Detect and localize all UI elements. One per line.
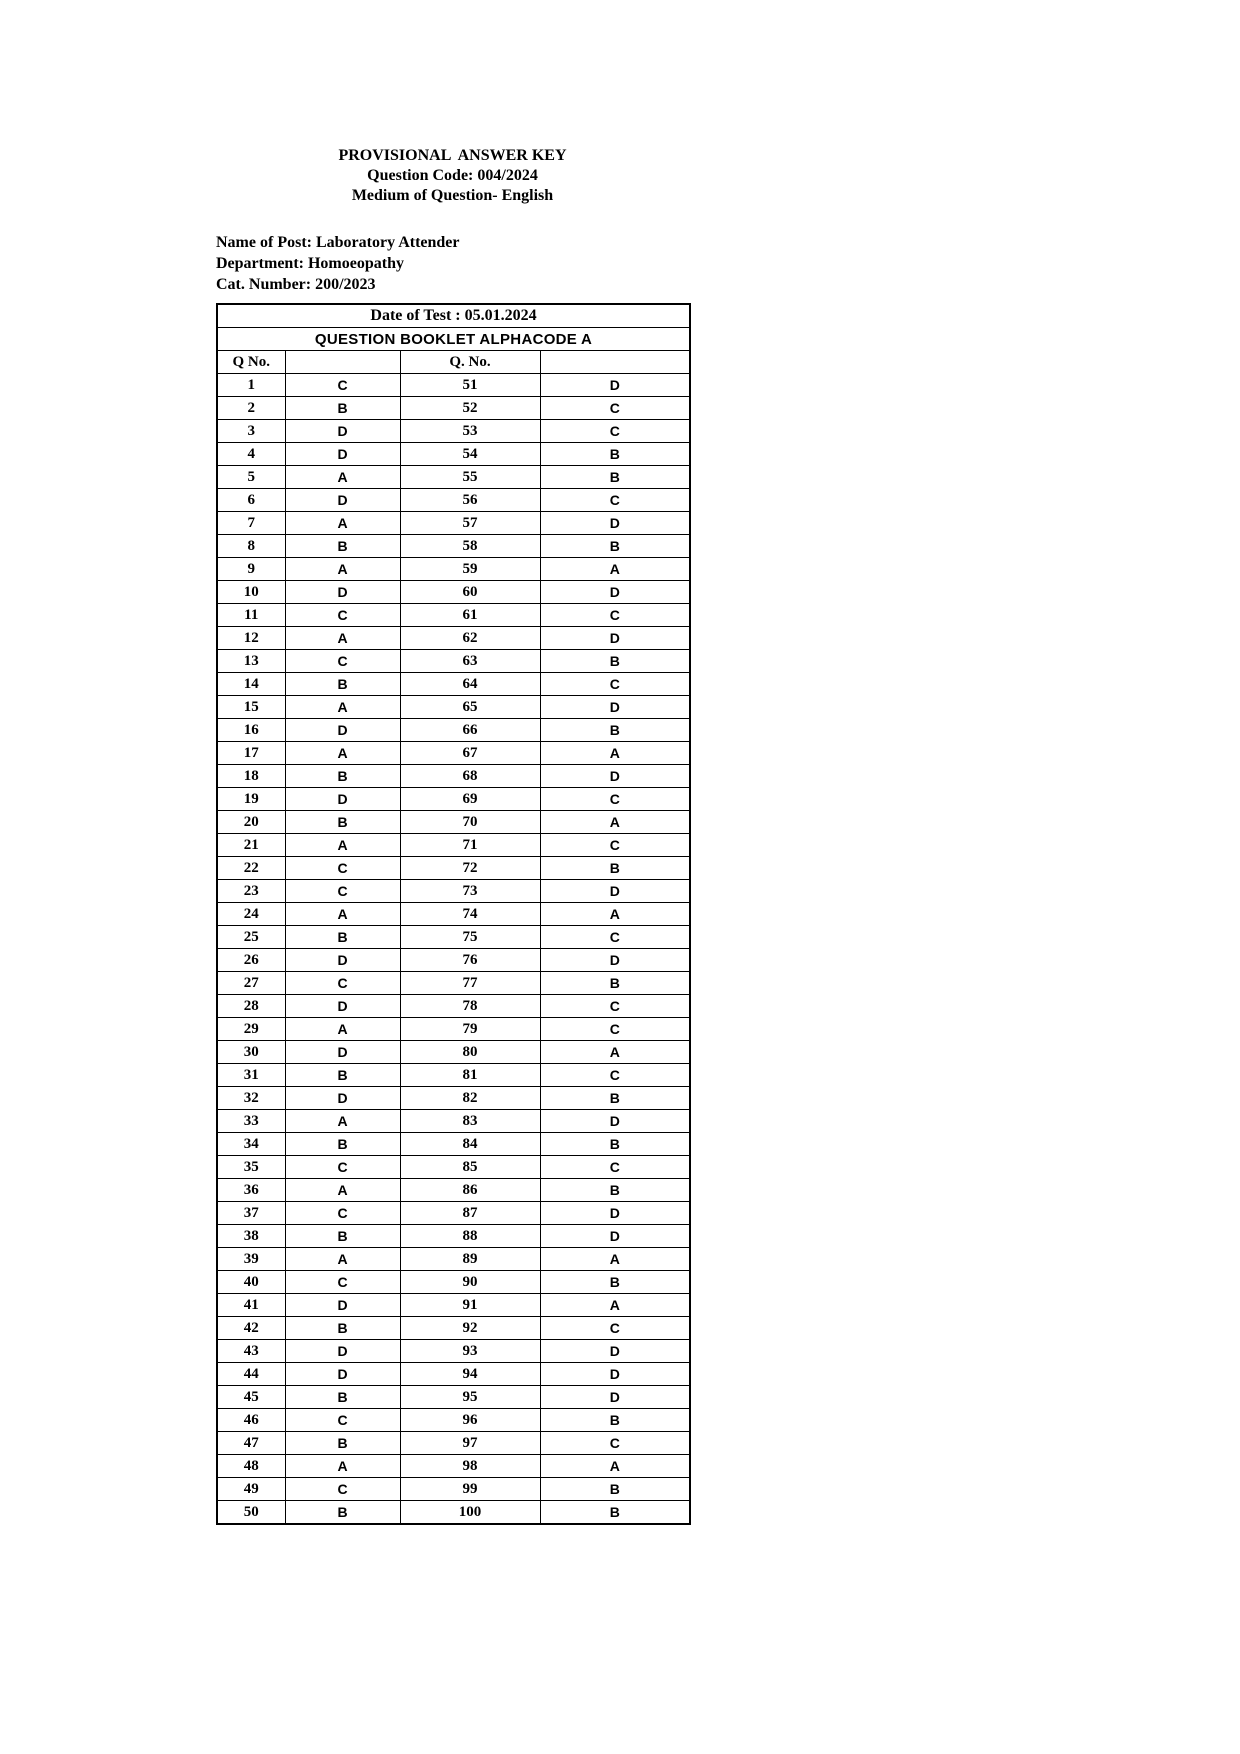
answer-left: D xyxy=(285,788,400,811)
q-no-left: 11 xyxy=(217,604,285,627)
answer-right: B xyxy=(540,466,690,489)
q-no-right: 64 xyxy=(400,673,540,696)
q-no-right: 77 xyxy=(400,972,540,995)
q-no-left: 40 xyxy=(217,1271,285,1294)
q-no-right: 88 xyxy=(400,1225,540,1248)
q-no-left: 15 xyxy=(217,696,285,719)
answer-right: B xyxy=(540,1501,690,1525)
answer-row xyxy=(217,949,690,972)
answer-row xyxy=(217,696,690,719)
answer-right: D xyxy=(540,880,690,903)
q-no-right: 63 xyxy=(400,650,540,673)
q-no-left: 33 xyxy=(217,1110,285,1133)
department: Department: Homoeopathy xyxy=(216,255,404,272)
q-no-right: 97 xyxy=(400,1432,540,1455)
q-no-right: 51 xyxy=(400,374,540,397)
answer-right: D xyxy=(540,1340,690,1363)
answer-row xyxy=(217,1018,690,1041)
q-no-right: 76 xyxy=(400,949,540,972)
answer-right: C xyxy=(540,1317,690,1340)
answer-row xyxy=(217,1225,690,1248)
answer-row xyxy=(217,995,690,1018)
q-no-right: 56 xyxy=(400,489,540,512)
q-no-right: 61 xyxy=(400,604,540,627)
answer-row xyxy=(217,1202,690,1225)
q-no-left: 17 xyxy=(217,742,285,765)
q-no-left: 46 xyxy=(217,1409,285,1432)
answer-right: A xyxy=(540,811,690,834)
answer-row xyxy=(217,1432,690,1455)
answer-row xyxy=(217,1340,690,1363)
answer-row xyxy=(217,972,690,995)
answer-right: A xyxy=(540,1294,690,1317)
answer-right: C xyxy=(540,397,690,420)
answer-left: A xyxy=(285,834,400,857)
answer-left: D xyxy=(285,581,400,604)
answer-row xyxy=(217,788,690,811)
answer-right: C xyxy=(540,420,690,443)
q-no-right: 100 xyxy=(400,1501,540,1525)
answer-row xyxy=(217,535,690,558)
question-code: Question Code: 004/2024 xyxy=(367,167,538,184)
name-of-post: Name of Post: Laboratory Attender xyxy=(216,234,460,251)
q-no-right: 66 xyxy=(400,719,540,742)
answer-right: D xyxy=(540,627,690,650)
q-no-right: 71 xyxy=(400,834,540,857)
q-no-left: 32 xyxy=(217,1087,285,1110)
q-no-right: 93 xyxy=(400,1340,540,1363)
answer-row xyxy=(217,1179,690,1202)
q-no-left: 44 xyxy=(217,1363,285,1386)
answer-row xyxy=(217,512,690,535)
answer-right: D xyxy=(540,949,690,972)
answer-left: B xyxy=(285,1064,400,1087)
answer-left: B xyxy=(285,926,400,949)
answer-right: B xyxy=(540,972,690,995)
answer-right: A xyxy=(540,742,690,765)
answer-left: B xyxy=(285,673,400,696)
q-no-right: 81 xyxy=(400,1064,540,1087)
q-no-left: 13 xyxy=(217,650,285,673)
q-no-right: 52 xyxy=(400,397,540,420)
answer-row xyxy=(217,604,690,627)
answer-right: D xyxy=(540,1363,690,1386)
q-no-left: 26 xyxy=(217,949,285,972)
answer-right: C xyxy=(540,834,690,857)
answer-right: A xyxy=(540,1248,690,1271)
booklet-alphacode: QUESTION BOOKLET ALPHACODE A xyxy=(217,328,690,351)
q-no-left: 19 xyxy=(217,788,285,811)
answer-row xyxy=(217,1156,690,1179)
answer-row xyxy=(217,443,690,466)
answer-left: B xyxy=(285,811,400,834)
answer-row xyxy=(217,397,690,420)
answer-row xyxy=(217,857,690,880)
answer-row xyxy=(217,1064,690,1087)
q-no-left: 41 xyxy=(217,1294,285,1317)
q-no-left: 25 xyxy=(217,926,285,949)
answer-right: D xyxy=(540,765,690,788)
answer-right: B xyxy=(540,1087,690,1110)
q-no-left: 20 xyxy=(217,811,285,834)
q-no-left: 12 xyxy=(217,627,285,650)
answer-left: C xyxy=(285,1409,400,1432)
q-no-right: 98 xyxy=(400,1455,540,1478)
answer-right: D xyxy=(540,374,690,397)
q-no-right: 91 xyxy=(400,1294,540,1317)
answer-row xyxy=(217,581,690,604)
answer-left: B xyxy=(285,1225,400,1248)
answer-left: B xyxy=(285,1386,400,1409)
col-header-qno-right: Q. No. xyxy=(400,351,540,374)
q-no-right: 96 xyxy=(400,1409,540,1432)
q-no-left: 36 xyxy=(217,1179,285,1202)
col-header-qno-left: Q No. xyxy=(217,351,285,374)
q-no-left: 16 xyxy=(217,719,285,742)
q-no-left: 5 xyxy=(217,466,285,489)
q-no-left: 6 xyxy=(217,489,285,512)
answer-left: A xyxy=(285,903,400,926)
q-no-right: 65 xyxy=(400,696,540,719)
answer-row xyxy=(217,1110,690,1133)
q-no-left: 18 xyxy=(217,765,285,788)
q-no-left: 3 xyxy=(217,420,285,443)
answer-row xyxy=(217,1409,690,1432)
answer-left: C xyxy=(285,1271,400,1294)
q-no-left: 24 xyxy=(217,903,285,926)
answer-right: C xyxy=(540,1064,690,1087)
q-no-left: 45 xyxy=(217,1386,285,1409)
answer-left: D xyxy=(285,1294,400,1317)
q-no-right: 90 xyxy=(400,1271,540,1294)
answer-left: A xyxy=(285,696,400,719)
answer-left: A xyxy=(285,1455,400,1478)
answer-row xyxy=(217,489,690,512)
answer-right: B xyxy=(540,535,690,558)
q-no-left: 31 xyxy=(217,1064,285,1087)
answer-right: B xyxy=(540,719,690,742)
q-no-left: 10 xyxy=(217,581,285,604)
q-no-right: 67 xyxy=(400,742,540,765)
answer-left: B xyxy=(285,535,400,558)
q-no-left: 14 xyxy=(217,673,285,696)
q-no-left: 49 xyxy=(217,1478,285,1501)
answer-row xyxy=(217,374,690,397)
q-no-left: 34 xyxy=(217,1133,285,1156)
answer-right: C xyxy=(540,673,690,696)
answer-left: B xyxy=(285,1501,400,1525)
answer-row xyxy=(217,1317,690,1340)
answer-left: D xyxy=(285,443,400,466)
q-no-left: 35 xyxy=(217,1156,285,1179)
date-of-test-row xyxy=(217,304,690,328)
answer-right: B xyxy=(540,1133,690,1156)
col-header-answer-left xyxy=(285,351,400,374)
answer-row xyxy=(217,903,690,926)
answer-left: D xyxy=(285,995,400,1018)
answer-row xyxy=(217,834,690,857)
q-no-left: 4 xyxy=(217,443,285,466)
answer-left: D xyxy=(285,489,400,512)
answer-left: A xyxy=(285,1179,400,1202)
q-no-left: 1 xyxy=(217,374,285,397)
q-no-left: 29 xyxy=(217,1018,285,1041)
q-no-right: 58 xyxy=(400,535,540,558)
answer-right: D xyxy=(540,1110,690,1133)
answer-row xyxy=(217,880,690,903)
answer-right: B xyxy=(540,1271,690,1294)
answer-right: B xyxy=(540,650,690,673)
answer-right: D xyxy=(540,1225,690,1248)
q-no-left: 21 xyxy=(217,834,285,857)
q-no-right: 99 xyxy=(400,1478,540,1501)
q-no-left: 22 xyxy=(217,857,285,880)
q-no-right: 89 xyxy=(400,1248,540,1271)
q-no-right: 74 xyxy=(400,903,540,926)
q-no-left: 27 xyxy=(217,972,285,995)
answer-left: A xyxy=(285,742,400,765)
q-no-right: 78 xyxy=(400,995,540,1018)
q-no-right: 84 xyxy=(400,1133,540,1156)
answer-left: C xyxy=(285,1478,400,1501)
q-no-right: 80 xyxy=(400,1041,540,1064)
q-no-left: 9 xyxy=(217,558,285,581)
answer-row xyxy=(217,1271,690,1294)
q-no-left: 38 xyxy=(217,1225,285,1248)
answer-row xyxy=(217,1041,690,1064)
answer-left: D xyxy=(285,949,400,972)
q-no-left: 2 xyxy=(217,397,285,420)
answer-right: D xyxy=(540,1202,690,1225)
q-no-left: 7 xyxy=(217,512,285,535)
answer-right: A xyxy=(540,1041,690,1064)
answer-row xyxy=(217,558,690,581)
q-no-left: 47 xyxy=(217,1432,285,1455)
answer-row xyxy=(217,719,690,742)
date-of-test: Date of Test : 05.01.2024 xyxy=(217,304,690,328)
q-no-right: 68 xyxy=(400,765,540,788)
answer-right: C xyxy=(540,604,690,627)
answer-left: C xyxy=(285,374,400,397)
answer-row xyxy=(217,673,690,696)
answer-right: D xyxy=(540,581,690,604)
answer-right: A xyxy=(540,1455,690,1478)
answer-left: A xyxy=(285,627,400,650)
q-no-right: 57 xyxy=(400,512,540,535)
answer-table-body xyxy=(217,374,690,1525)
q-no-right: 75 xyxy=(400,926,540,949)
answer-left: B xyxy=(285,1432,400,1455)
answer-left: A xyxy=(285,1018,400,1041)
answer-key-table xyxy=(216,303,691,1525)
q-no-right: 69 xyxy=(400,788,540,811)
answer-row xyxy=(217,1478,690,1501)
q-no-left: 30 xyxy=(217,1041,285,1064)
answer-left: C xyxy=(285,604,400,627)
answer-row xyxy=(217,650,690,673)
answer-right: B xyxy=(540,443,690,466)
answer-left: D xyxy=(285,1041,400,1064)
q-no-left: 43 xyxy=(217,1340,285,1363)
answer-right: D xyxy=(540,512,690,535)
answer-left: D xyxy=(285,420,400,443)
answer-left: C xyxy=(285,650,400,673)
answer-row xyxy=(217,1133,690,1156)
answer-row xyxy=(217,627,690,650)
answer-left: A xyxy=(285,558,400,581)
answer-left: D xyxy=(285,719,400,742)
answer-right: B xyxy=(540,1409,690,1432)
answer-row xyxy=(217,1363,690,1386)
answer-left: B xyxy=(285,1133,400,1156)
q-no-left: 37 xyxy=(217,1202,285,1225)
answer-right: C xyxy=(540,1156,690,1179)
answer-row xyxy=(217,1501,690,1525)
answer-right: A xyxy=(540,558,690,581)
answer-row xyxy=(217,420,690,443)
answer-left: A xyxy=(285,466,400,489)
post-info-block xyxy=(216,232,689,295)
q-no-left: 28 xyxy=(217,995,285,1018)
q-no-right: 73 xyxy=(400,880,540,903)
answer-right: A xyxy=(540,903,690,926)
answer-right: C xyxy=(540,995,690,1018)
q-no-left: 50 xyxy=(217,1501,285,1525)
q-no-right: 85 xyxy=(400,1156,540,1179)
answer-right: C xyxy=(540,489,690,512)
col-header-answer-right xyxy=(540,351,690,374)
answer-left: A xyxy=(285,512,400,535)
q-no-right: 94 xyxy=(400,1363,540,1386)
q-no-right: 86 xyxy=(400,1179,540,1202)
answer-right: C xyxy=(540,1018,690,1041)
q-no-right: 54 xyxy=(400,443,540,466)
column-header-row xyxy=(217,351,690,374)
q-no-left: 48 xyxy=(217,1455,285,1478)
q-no-right: 87 xyxy=(400,1202,540,1225)
q-no-right: 79 xyxy=(400,1018,540,1041)
cat-number: Cat. Number: 200/2023 xyxy=(216,276,376,293)
document-content xyxy=(216,146,689,1525)
answer-left: D xyxy=(285,1340,400,1363)
q-no-right: 62 xyxy=(400,627,540,650)
answer-left: B xyxy=(285,397,400,420)
answer-row xyxy=(217,926,690,949)
answer-row xyxy=(217,1248,690,1271)
answer-right: C xyxy=(540,1432,690,1455)
answer-row xyxy=(217,1294,690,1317)
answer-row xyxy=(217,1087,690,1110)
q-no-right: 60 xyxy=(400,581,540,604)
answer-left: A xyxy=(285,1110,400,1133)
answer-left: C xyxy=(285,880,400,903)
answer-row xyxy=(217,466,690,489)
booklet-alphacode-row xyxy=(217,328,690,351)
answer-row xyxy=(217,1386,690,1409)
q-no-right: 70 xyxy=(400,811,540,834)
answer-row xyxy=(217,811,690,834)
q-no-right: 72 xyxy=(400,857,540,880)
q-no-right: 95 xyxy=(400,1386,540,1409)
answer-left: D xyxy=(285,1363,400,1386)
document-header xyxy=(216,146,689,206)
q-no-right: 53 xyxy=(400,420,540,443)
q-no-left: 39 xyxy=(217,1248,285,1271)
q-no-right: 92 xyxy=(400,1317,540,1340)
page-title: PROVISIONAL ANSWER KEY xyxy=(338,147,567,164)
answer-row xyxy=(217,765,690,788)
q-no-right: 59 xyxy=(400,558,540,581)
answer-left: C xyxy=(285,1156,400,1179)
answer-right: D xyxy=(540,1386,690,1409)
answer-right: C xyxy=(540,926,690,949)
answer-right: C xyxy=(540,788,690,811)
answer-right: D xyxy=(540,696,690,719)
q-no-left: 42 xyxy=(217,1317,285,1340)
answer-left: B xyxy=(285,1317,400,1340)
answer-left: A xyxy=(285,1248,400,1271)
answer-right: B xyxy=(540,1478,690,1501)
answer-row xyxy=(217,742,690,765)
answer-left: B xyxy=(285,765,400,788)
q-no-left: 23 xyxy=(217,880,285,903)
answer-left: D xyxy=(285,1087,400,1110)
q-no-right: 55 xyxy=(400,466,540,489)
q-no-right: 82 xyxy=(400,1087,540,1110)
answer-right: B xyxy=(540,857,690,880)
answer-left: C xyxy=(285,972,400,995)
q-no-left: 8 xyxy=(217,535,285,558)
answer-left: C xyxy=(285,1202,400,1225)
medium-of-question: Medium of Question- English xyxy=(351,187,554,204)
q-no-right: 83 xyxy=(400,1110,540,1133)
answer-row xyxy=(217,1455,690,1478)
answer-left: C xyxy=(285,857,400,880)
answer-right: B xyxy=(540,1179,690,1202)
